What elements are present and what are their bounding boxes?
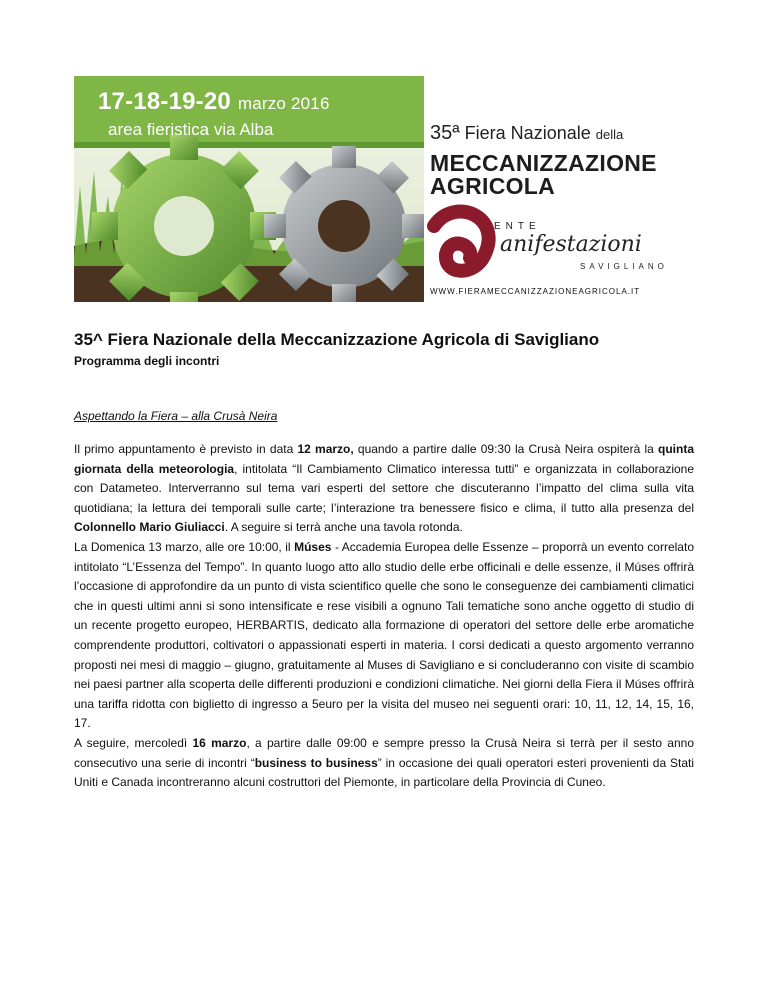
page-title: 35^ Fiera Nazionale della Meccanizzazione Agricola di Savigliano <box>74 330 600 349</box>
paragraph-meteorologia: Il primo appuntamento è previsto in data 12 marzo, quando a partire dalle 09:30 la Crusà Neira ospiterà la quinta giornata della meteorologia, intitolata “Il Cambiamento Climatico interessa tutti” e organizzata in collaborazione con Datameteo. Interverranno sul tema vari esperti del settore che discuteranno l’impatto del clima sulla vita quotidiana; la lettura dei temporali sulle carte; l’interazione tra benessere fisico e clima, il tutto alla presenza del Colonnello Mario Giuliacci. A seguire si terrà anche una tavola rotonda. La Domenica 13 marzo, alle ore 10:00, il Múses - Accademia Europea delle Essenze – proporrà un evento correlato intitolato “L’Essenza del Tempo”. In quanto luogo atto allo studio delle erbe officinali e delle essenze, il Múses offrirà l’occasione di approfondire da un punto di vista scientifico quelle che sono le conseguenze dei cambiamenti climatici che in questi ultimi anni si sono intensificate e rese visibili a ognuno Tali tematiche sono anche oggetto di studio di un recente progetto europeo, HERBARTIS, dedicato alla formazione di operatori del settore delle erbe aromatiche comprendente produttori, coltivatori o appassionati esperti in materia. I corsi dedicati a questo argomento verranno proposti nei mesi di maggio – giugno, gratuitamente al Muses di Savigliano e si concluderanno con visite di scambio nei paesi partner alla scoperta delle differenti produzioni e condizioni climatiche. Nei giorni della Fiera il Múses offrirà una tariffa ridotta con biglietto di ingresso a 5euro per la visita del museo nei seguenti orari: 10, 11, 12, 14, 15, 16, 17. <box>74 442 695 731</box>
section-heading: Aspettando la Fiera – alla Crusà Neira <box>74 409 278 423</box>
paragraph-business: A seguire, mercoledì 16 marzo, a partire dalle 09:00 e sempre presso la Crusà Neira si terrà per il sesto anno consecutivo una serie di incontri “business to business” in occasione dei quali operatori esteri provenienti da Stati Uniti e Canada incontreranno alcuni costruttori del Piemonte, in particolare della Provincia di Cuneo. <box>74 736 694 790</box>
grey-gear-icon <box>264 146 424 302</box>
logo-manifestazioni-text: anifestazioni <box>500 232 642 257</box>
banner-edition: 35ª Fiera Nazionale della <box>430 122 624 144</box>
logo-savigliano-text: SAVIGLIANO <box>580 262 668 271</box>
logo-ente-text: ENTE <box>494 221 541 232</box>
banner-website: WWW.FIERAMECCANIZZAZIONEAGRICOLA.IT <box>430 287 641 296</box>
page-subtitle: Programma degli incontri <box>74 354 220 368</box>
manifestazioni-logo-icon <box>434 212 489 271</box>
banner-venue: area fieristica via Alba <box>108 120 274 139</box>
banner-dates: 17-18-19-20 marzo 2016 <box>98 88 330 115</box>
banner-main-title: MECCANIZZAZIONE AGRICOLA <box>430 150 657 199</box>
event-banner <box>74 76 694 302</box>
